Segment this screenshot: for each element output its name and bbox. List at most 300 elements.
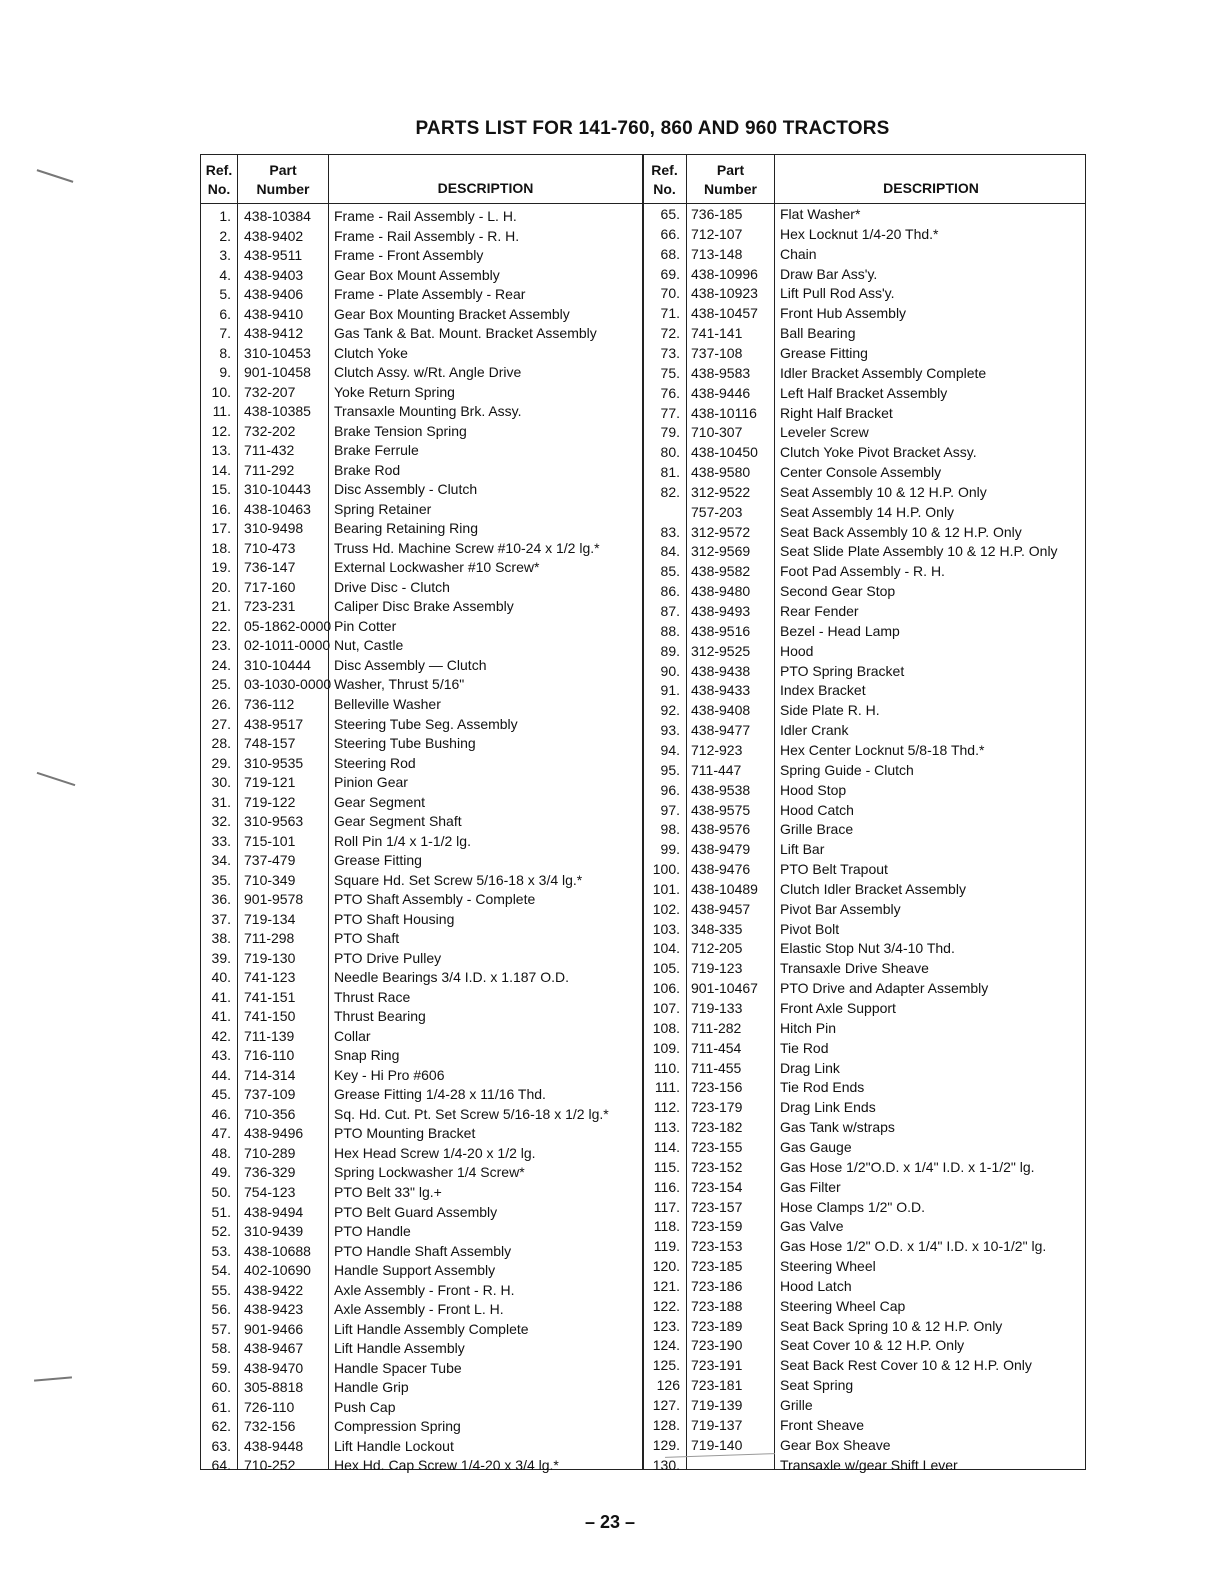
description: Bearing Retaining Ring	[334, 520, 478, 537]
description: Transaxle Mounting Brk. Assy.	[334, 403, 522, 420]
parts-row	[201, 344, 1085, 364]
ref-no: 84.	[660, 543, 680, 560]
ref-no: 11.	[212, 403, 231, 420]
description: Spring Retainer	[334, 500, 432, 517]
parts-row	[201, 1178, 1085, 1198]
description: Right Half Bracket	[780, 404, 893, 421]
ref-no: 94.	[660, 741, 680, 758]
ref-no: 37.	[211, 910, 231, 927]
part-number: 736-185	[691, 206, 743, 222]
part-number: 723-185	[691, 1258, 743, 1275]
ref-no: 55.	[211, 1281, 231, 1298]
description: PTO Shaft	[334, 930, 400, 947]
part-number: 312-9572	[691, 523, 751, 540]
part-number: 714-314	[244, 1066, 296, 1083]
description: Gear Segment	[334, 793, 426, 810]
parts-row	[201, 701, 1085, 721]
ref-no: 96.	[660, 781, 680, 798]
description: Handle Spacer Tube	[334, 1359, 462, 1376]
header-description: DESCRIPTION	[883, 180, 979, 196]
part-number: 711-454	[691, 1039, 742, 1056]
part-number: 312-9525	[691, 642, 751, 659]
description: Frame - Plate Assembly - Rear	[334, 286, 526, 303]
header-ref-no: Ref. No.	[651, 162, 678, 197]
description: Front Hub Assembly	[780, 305, 907, 322]
part-number: 719-140	[691, 1436, 743, 1453]
parts-row	[201, 801, 1085, 821]
part-number: 711-447	[691, 761, 742, 778]
description: Lift Handle Assembly	[334, 1340, 465, 1357]
description: Roll Pin 1/4 x 1-1/2 lg.	[334, 832, 471, 849]
description: Disc Assembly — Clutch	[334, 656, 487, 673]
part-number: 438-9576	[691, 821, 751, 838]
description: PTO Shaft Housing	[334, 910, 455, 927]
parts-row	[201, 562, 1085, 582]
description: Grille Brace	[780, 821, 854, 838]
parts-row	[201, 364, 1085, 384]
part-number: 438-10688	[244, 1242, 311, 1259]
ref-no: 73.	[660, 344, 680, 361]
description: Hood Stop	[780, 781, 847, 798]
ref-no: 69.	[660, 265, 680, 282]
description: Collar	[334, 1027, 371, 1044]
margin-mark	[37, 772, 76, 786]
part-number: 438-10457	[691, 305, 758, 322]
part-number: 726-110	[244, 1398, 295, 1415]
part-number: 741-150	[244, 1008, 296, 1025]
parts-row	[201, 1217, 1085, 1237]
ref-no: 80.	[660, 444, 680, 461]
ref-no: 60.	[211, 1379, 231, 1396]
ref-no: 19.	[211, 559, 231, 576]
ref-no: 83.	[660, 523, 680, 540]
part-number: 711-292	[244, 461, 295, 478]
parts-row	[201, 741, 1085, 761]
description: Seat Cover 10 & 12 H.P. Only	[780, 1337, 965, 1354]
ref-no: 5.	[219, 286, 231, 303]
parts-row	[201, 602, 1085, 622]
part-number: 901-10467	[691, 980, 758, 997]
parts-row	[201, 1277, 1085, 1297]
description: Frame - Front Assembly	[334, 247, 484, 264]
parts-row	[201, 681, 1085, 701]
ref-no: 92.	[660, 702, 680, 719]
ref-no: 56.	[211, 1301, 231, 1318]
part-number: 438-10450	[691, 444, 758, 461]
description: Clutch Assy. w/Rt. Angle Drive	[334, 364, 522, 381]
part-number: 438-9467	[244, 1340, 304, 1357]
parts-row	[201, 781, 1085, 801]
description: Pivot Bolt	[780, 920, 840, 937]
parts-row	[201, 1376, 1085, 1396]
ref-no: 18.	[211, 539, 231, 556]
part-number: 310-9498	[244, 520, 304, 537]
ref-no: 100.	[652, 861, 680, 878]
ref-no: 103.	[652, 920, 680, 937]
description: Square Hd. Set Screw 5/16-18 x 3/4 lg.*	[334, 871, 583, 888]
description: Grease Fitting 1/4-28 x 11/16 Thd.	[334, 1086, 546, 1103]
ref-no: 107.	[652, 1000, 680, 1016]
part-number: 737-109	[244, 1086, 296, 1103]
part-number: 741-141	[691, 325, 743, 342]
part-number: 723-155	[691, 1138, 743, 1155]
description: Gear Box Mount Assembly	[334, 266, 500, 283]
part-number: 711-455	[691, 1059, 742, 1076]
description: Compression Spring	[334, 1418, 461, 1435]
part-number: 438-10489	[691, 880, 758, 897]
description: Flat Washer*	[780, 206, 861, 222]
description: PTO Mounting Bracket	[334, 1125, 476, 1142]
ref-no: 3.	[219, 247, 231, 264]
ref-no: 43.	[211, 1047, 231, 1064]
description: Clutch Yoke Pivot Bracket Assy.	[780, 444, 977, 461]
part-number: 723-156	[691, 1079, 743, 1096]
parts-row	[201, 1317, 1085, 1337]
part-number: 348-335	[691, 920, 743, 937]
part-number: 438-9494	[244, 1203, 304, 1220]
ref-no: 75.	[660, 364, 680, 381]
parts-row	[201, 979, 1085, 999]
part-number: 438-9575	[691, 801, 751, 818]
description: PTO Handle	[334, 1223, 411, 1240]
parts-row	[201, 1237, 1085, 1257]
ref-no: 106.	[652, 980, 680, 997]
ref-no: 70.	[660, 285, 680, 302]
parts-row	[201, 483, 1085, 503]
ref-no: 42.	[211, 1027, 231, 1044]
part-number: 03-1030-0000	[244, 676, 332, 693]
ref-no: 125.	[652, 1357, 680, 1374]
part-number: 438-9438	[691, 662, 751, 679]
ref-no: 72.	[660, 325, 680, 342]
part-number: 710-349	[244, 871, 296, 888]
part-number: 710-356	[244, 1105, 296, 1122]
description: Hood Latch	[780, 1277, 852, 1294]
ref-no: 119.	[653, 1238, 680, 1255]
ref-no: 117.	[653, 1198, 680, 1215]
ref-no: 93.	[660, 722, 680, 739]
part-number: 710-473	[244, 539, 296, 556]
description: Steering Wheel	[780, 1258, 876, 1275]
part-number: 438-9402	[244, 227, 304, 244]
ref-no: 111.	[654, 1079, 680, 1096]
part-number: 438-9412	[244, 325, 304, 342]
parts-row	[201, 523, 1085, 543]
ref-no: 51.	[211, 1203, 231, 1220]
part-number: 741-123	[244, 969, 296, 986]
ref-no: 68.	[660, 245, 680, 262]
part-number: 723-153	[691, 1238, 743, 1255]
header-divider	[201, 203, 1085, 204]
description: Hose Clamps 1/2" O.D.	[780, 1198, 926, 1215]
ref-no: 29.	[211, 754, 231, 771]
ref-no: 45.	[211, 1086, 231, 1103]
description: Truss Hd. Machine Screw #10-24 x 1/2 lg.*	[334, 539, 600, 556]
description: Lift Handle Lockout	[334, 1437, 454, 1454]
header-ref-no: Ref. No.	[205, 162, 233, 197]
part-number: 723-152	[691, 1158, 743, 1175]
ref-no: 7.	[219, 325, 231, 342]
ref-no: 130.	[652, 1456, 680, 1473]
part-number: 438-10384	[244, 208, 311, 224]
parts-row	[201, 622, 1085, 642]
part-number: 312-9522	[691, 483, 751, 500]
part-number: 438-9583	[691, 364, 751, 381]
description: Left Half Bracket Assembly	[780, 384, 948, 401]
description: Snap Ring	[334, 1047, 400, 1064]
parts-row	[201, 939, 1085, 959]
description: Lift Pull Rod Ass'y.	[780, 285, 895, 302]
ref-no: 76.	[660, 384, 680, 401]
description: Pivot Bar Assembly	[780, 900, 901, 917]
ref-no: 32.	[211, 813, 231, 830]
ref-no: 120.	[652, 1258, 680, 1275]
description: Seat Spring	[780, 1377, 854, 1394]
description: Foot Pad Assembly - R. H.	[780, 563, 945, 580]
ref-no: 79.	[660, 424, 680, 441]
description: Yoke Return Spring	[334, 383, 455, 400]
description: Steering Wheel Cap	[780, 1297, 906, 1314]
part-number: 438-9538	[691, 781, 751, 798]
parts-row	[201, 999, 1085, 1019]
ref-no: 12.	[211, 422, 231, 439]
part-number: 310-10453	[244, 344, 311, 361]
ref-no: 13.	[211, 442, 231, 459]
part-number: 723-154	[691, 1178, 743, 1195]
part-number: 438-10116	[691, 404, 757, 421]
description: Index Bracket	[780, 682, 866, 699]
parts-row	[201, 820, 1085, 840]
description: Spring Guide - Clutch	[780, 761, 914, 778]
ref-no: 99.	[660, 841, 680, 858]
part-number: 438-9422	[244, 1281, 304, 1298]
header-part-number: Part Number	[256, 162, 310, 197]
part-number: 312-9569	[691, 543, 751, 560]
description: Handle Grip	[334, 1379, 409, 1396]
part-number: 438-9476	[691, 861, 751, 878]
ref-no: 17.	[211, 520, 231, 537]
part-number: 438-10923	[691, 285, 758, 302]
part-number: 719-133	[691, 1000, 743, 1016]
parts-row	[201, 642, 1085, 662]
ref-no: 47.	[211, 1125, 231, 1142]
part-number: 723-181	[691, 1377, 743, 1394]
description: Rear Fender	[780, 603, 859, 619]
description: Seat Assembly 10 & 12 H.P. Only	[780, 483, 987, 500]
ref-no: 40.	[211, 969, 231, 986]
part-number: 712-205	[691, 940, 743, 957]
part-number: 310-9563	[244, 813, 304, 830]
parts-row	[201, 384, 1085, 404]
ref-no: 126	[656, 1377, 680, 1394]
description: Idler Crank	[780, 722, 849, 739]
description: Clutch Yoke	[334, 344, 408, 361]
description: Gas Tank & Bat. Mount. Bracket Assembly	[334, 325, 597, 342]
part-number: 438-9410	[244, 305, 304, 322]
ref-no: 102.	[652, 900, 680, 917]
description: Lift Bar	[780, 841, 825, 858]
part-number: 438-9580	[691, 464, 751, 481]
ref-no: 81.	[660, 464, 680, 481]
parts-row	[201, 324, 1085, 344]
ref-no: 108.	[652, 1019, 680, 1036]
part-number: 438-10996	[691, 265, 758, 282]
ref-no: 129.	[652, 1436, 680, 1453]
description: Front Sheave	[780, 1416, 865, 1433]
description: PTO Drive and Adapter Assembly	[780, 980, 989, 997]
description: Brake Rod	[334, 461, 401, 478]
description: Gas Hose 1/2"O.D. x 1/4" I.D. x 1-1/2" lg.	[780, 1158, 1035, 1175]
part-number: 711-432	[244, 442, 295, 459]
description: Drag Link	[780, 1059, 840, 1076]
ref-no: 23.	[211, 637, 231, 654]
part-number: 310-10443	[244, 481, 311, 498]
parts-row	[201, 761, 1085, 781]
description: Hitch Pin	[780, 1019, 837, 1036]
ref-no: 41.	[211, 988, 231, 1005]
margin-mark	[37, 169, 74, 183]
ref-no: 104.	[652, 940, 680, 957]
parts-row	[201, 1039, 1085, 1059]
part-number: 438-9480	[691, 583, 751, 600]
parts-row	[201, 443, 1085, 463]
ref-no: 65.	[660, 206, 680, 222]
description: Brake Ferrule	[334, 442, 419, 459]
ref-no: 97.	[660, 801, 680, 818]
ref-no: 116.	[653, 1178, 680, 1195]
description: Second Gear Stop	[780, 583, 896, 600]
description: Gas Hose 1/2" O.D. x 1/4" I.D. x 10-1/2" lg.	[780, 1238, 1047, 1255]
part-number: 02-1011-0000	[244, 637, 331, 654]
ref-no: 58.	[211, 1340, 231, 1357]
description: Belleville Washer	[334, 696, 441, 712]
parts-row	[201, 284, 1085, 304]
part-number: 438-9408	[691, 702, 751, 719]
ref-no: 26.	[211, 696, 231, 712]
part-number: 757-203	[691, 503, 743, 520]
ref-no: 61.	[211, 1398, 231, 1415]
part-number: 402-10690	[244, 1262, 311, 1279]
ref-no: 41.	[211, 1008, 231, 1025]
ref-no: 33.	[211, 832, 231, 849]
ref-no: 105.	[652, 960, 680, 977]
margin-mark	[34, 1376, 72, 1381]
description: Key - Hi Pro #606	[334, 1066, 445, 1083]
part-number: 715-101	[244, 832, 296, 849]
ref-no: 2.	[219, 227, 231, 244]
description: Gear Segment Shaft	[334, 813, 462, 830]
parts-row	[201, 1138, 1085, 1158]
description: Hex Hd. Cap Screw 1/4-20 x 3/4 lg.*	[334, 1457, 559, 1474]
part-number: 710-307	[691, 424, 743, 441]
description: Nut, Castle	[334, 637, 404, 654]
parts-row	[201, 423, 1085, 443]
ref-no: 54.	[211, 1262, 231, 1279]
description: Axle Assembly - Front L. H.	[334, 1301, 504, 1318]
part-number: 741-151	[244, 988, 296, 1005]
description: Washer, Thrust 5/16"	[334, 676, 465, 693]
description: PTO Belt Guard Assembly	[334, 1203, 498, 1220]
part-number: 438-9446	[691, 384, 751, 401]
ref-no: 1.	[219, 208, 231, 224]
description: Hood Catch	[780, 801, 854, 818]
part-number: 305-8818	[244, 1379, 304, 1396]
description: Brake Tension Spring	[334, 422, 467, 439]
description: Steering Tube Bushing	[334, 735, 476, 752]
ref-no: 118.	[653, 1218, 680, 1235]
part-number: 723-182	[691, 1119, 743, 1136]
description: Gas Valve	[780, 1218, 844, 1235]
part-number: 438-9477	[691, 722, 751, 739]
ref-no: 82.	[660, 483, 680, 500]
parts-row	[201, 920, 1085, 940]
description: Sq. Hd. Cut. Pt. Set Screw 5/16-18 x 1/2 lg.*	[334, 1105, 609, 1122]
ref-no: 4.	[219, 266, 231, 283]
ref-no: 128.	[652, 1416, 680, 1433]
part-number: 748-157	[244, 735, 296, 752]
description: Transaxle w/gear Shift Lever	[780, 1456, 958, 1473]
description: Needle Bearings 3/4 I.D. x 1.187 O.D.	[334, 969, 570, 986]
description: Gas Tank w/straps	[780, 1119, 895, 1136]
part-number: 438-9433	[691, 682, 751, 699]
part-number: 438-9457	[691, 900, 751, 917]
ref-no: 35.	[211, 871, 231, 888]
description: External Lockwasher #10 Screw*	[334, 559, 540, 576]
ref-no: 124.	[652, 1337, 680, 1354]
description: Pinion Gear	[334, 774, 408, 791]
part-number: 712-923	[691, 741, 743, 758]
description: Tie Rod Ends	[780, 1079, 865, 1096]
parts-row	[201, 265, 1085, 285]
description: Grille	[780, 1397, 813, 1413]
part-number: 723-189	[691, 1317, 743, 1334]
parts-row	[201, 1078, 1085, 1098]
ref-no: 101.	[652, 880, 680, 897]
part-number: 310-10444	[244, 656, 311, 673]
ref-no: 64.	[211, 1457, 231, 1474]
part-number: 712-107	[691, 225, 743, 242]
ref-no: 49.	[211, 1164, 231, 1181]
description: Push Cap	[334, 1398, 396, 1415]
ref-no: 95.	[660, 761, 680, 778]
ref-no: 21.	[211, 598, 231, 615]
ref-no: 8.	[219, 344, 231, 361]
part-number: 901-9466	[244, 1320, 304, 1337]
part-number: 438-10463	[244, 500, 311, 517]
ref-no: 28.	[211, 735, 231, 752]
parts-row	[201, 304, 1085, 324]
ref-no: 115.	[653, 1158, 680, 1175]
part-number: 719-134	[244, 910, 296, 927]
ref-no: 24.	[211, 656, 231, 673]
description: Handle Support Assembly	[334, 1262, 496, 1279]
description: PTO Handle Shaft Assembly	[334, 1242, 512, 1259]
part-number: 710-252	[244, 1457, 296, 1474]
part-number: 310-9535	[244, 754, 304, 771]
ref-no: 20.	[211, 578, 231, 595]
part-number: 737-108	[691, 344, 743, 361]
ref-no: 90.	[660, 662, 680, 679]
description: Side Plate R. H.	[780, 702, 880, 719]
part-number: 310-9439	[244, 1223, 304, 1240]
description: PTO Spring Bracket	[780, 662, 905, 679]
parts-row	[201, 404, 1085, 424]
part-number: 438-9470	[244, 1359, 304, 1376]
ref-no: 86.	[660, 583, 680, 600]
part-number: 711-139	[244, 1027, 295, 1044]
part-number: 438-9517	[244, 715, 304, 732]
ref-no: 66.	[660, 225, 680, 242]
